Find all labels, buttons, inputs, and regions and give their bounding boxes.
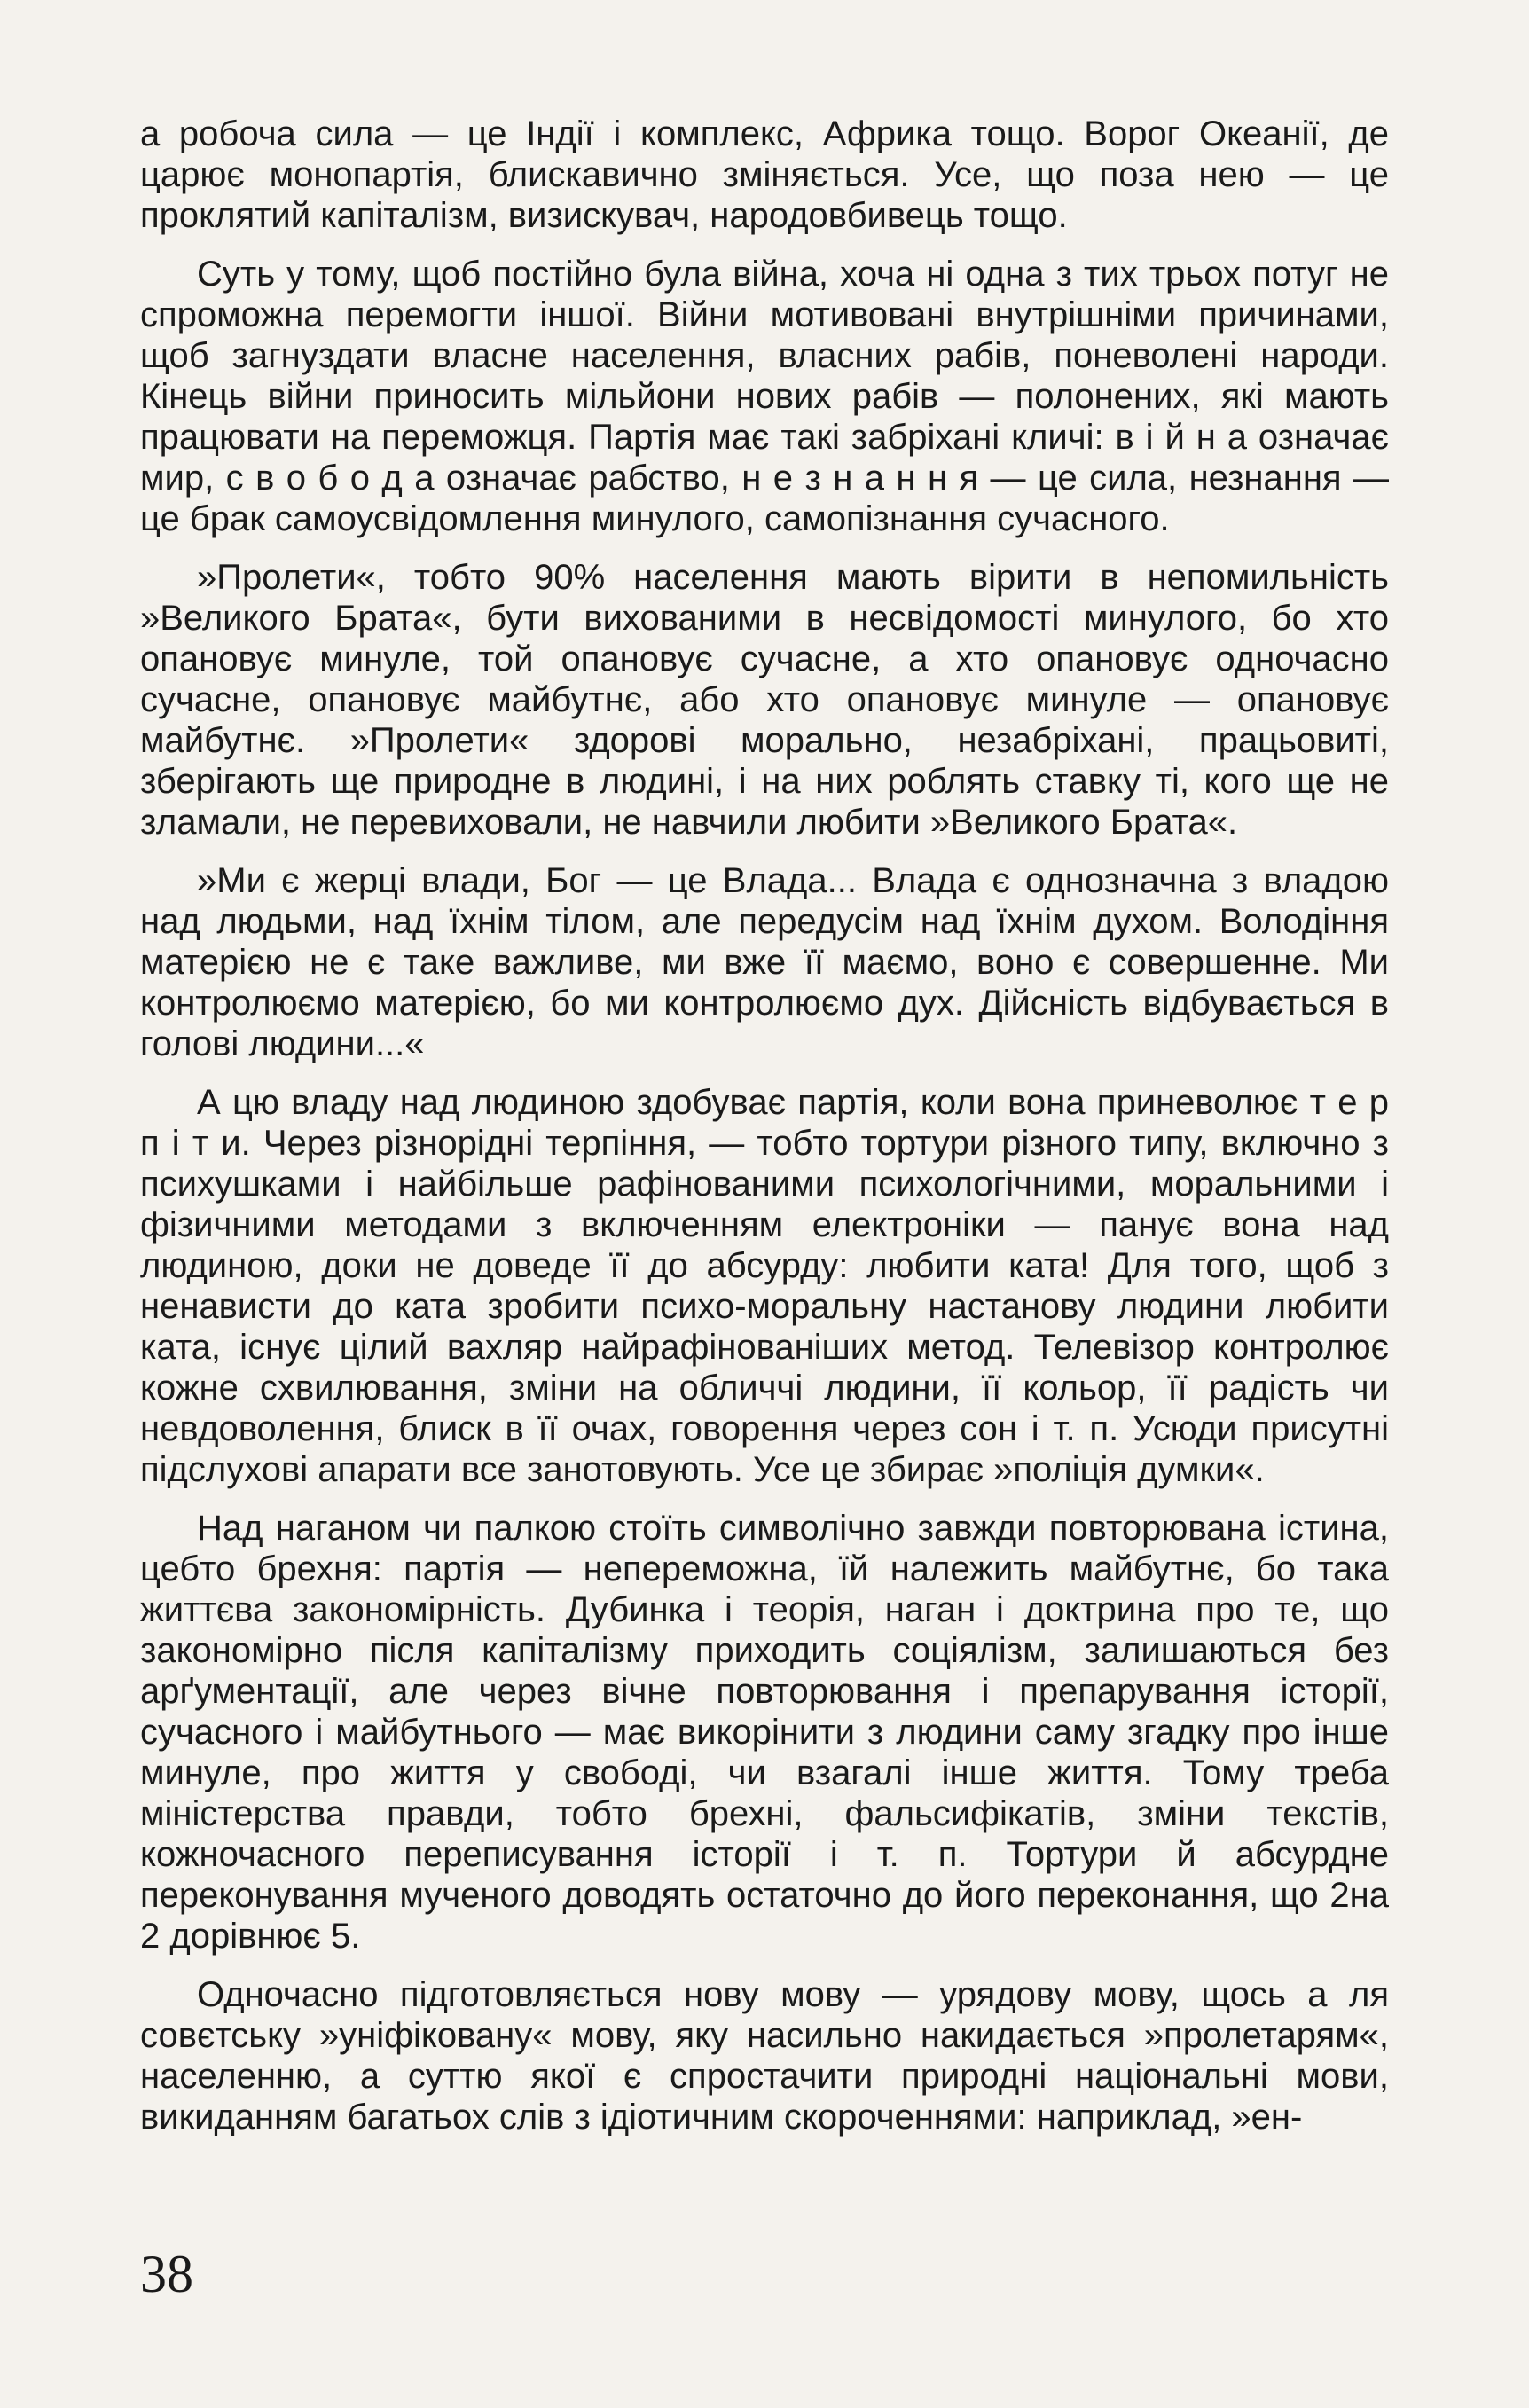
- paragraph-2: Суть у тому, щоб постійно була війна, хоча ні одна з тих трьох потуг не спроможна перемогти іншої. Війни мотивовані внутрішніми причинами, щоб загнуздати власне населення, власних рабів, поневолені народи. Кінець війни приносить мільйони нових рабів — полонених, які мають працювати на переможця. Партія має такі забріхані кличі: в і й н а означає мир, с в о б о д а означає рабство, н е з н а н н я — це сила, незнання — це брак самоусвідомлення минулого, самопізнання сучасного.: [140, 255, 1389, 538]
- page-number: 38: [140, 2245, 193, 2303]
- paragraph-7: Одночасно підготовляється нову мову — урядову мову, щось а ля совєтську »уніфіковану« мову, яку насильно накидається »пролетарям«, населенню, а суттю якої є спростачити природні національні мови, викиданням багатьох слів з ідіотичним скороченнями: наприклад, »ен-: [140, 1975, 1389, 2137]
- paragraph-5: А цю владу над людиною здобуває партія, коли вона приневолює т е р п і т и. Через різнорідні терпіння, — тобто тортури різного типу, включно з психушками і найбільше рафінованими психологічними, моральними і фізичними методами з включенням електроніки — панує вона над людиною, доки не доведе її до абсурду: любити ката! Для того, щоб з ненависти до ката зробити психо-моральну настанову людини любити ката, існує цілий вахляр найрафінованіших метод. Телевізор контролює кожне схвилювання, зміни на обличчі людини, її кольор, її радість чи невдоволення, блиск в її очах, говорення через сон і т. п. Усюди присутні підслухові апарати все занотовують. Усе це збирає »поліція думки«.: [140, 1083, 1389, 1489]
- paragraph-6: Над наганом чи палкою стоїть символічно завжди повторювана істина, цебто брехня: партія — непереможна, їй належить майбутнє, бо така життєва закономірність. Дубинка і теорія, наган і доктрина про те, що закономірно після капіталізму приходить соціялізм, залишаються без арґументації, але через вічне повторювання і препарування історії, сучасного і майбутнього — має викорінити з людини саму згадку про інше минуле, про життя у свободі, чи взагалі інше життя. Тому треба міністерства правди, тобто брехні, фальсифікатів, зміни текстів, кожночасного переписування історії і т. п. Тортури й абсурдне переконування мученого доводять остаточно до його переконання, що 2на 2 дорівнює 5.: [140, 1509, 1389, 1956]
- body-text: [140, 114, 1389, 2137]
- paragraph-1: а робоча сила — це Індії і комплекс, Африка тощо. Ворог Океанії, де царює монопартія, блискавично зміняється. Усе, що поза нею — це проклятий капіталізм, визискувач, народовбивець тощо.: [140, 114, 1389, 235]
- paragraph-3: »Пролети«, тобто 90% населення мають вірити в непомильність »Великого Брата«, бути вихованими в несвідомості минулого, бо хто опановує минуле, той опановує сучасне, а хто опановує одночасно сучасне, опановує майбутнє, або хто опановує минуле — опановує майбутнє. »Пролети« здорові морально, незабріхані, працьовиті, зберігають ще природне в людині, і на них роблять ставку ті, кого ще не зламали, не перевиховали, не навчили любити »Великого Брата«.: [140, 558, 1389, 842]
- paragraph-4: »Ми є жерці влади, Бог — це Влада... Влада є однозначна з владою над людьми, над їхнім тілом, але передусім над їхнім духом. Володіння матерією не є таке важливе, ми вже її маємо, воно є совершенне. Ми контролюємо матерією, бо ми контролюємо дух. Дійсність відбувається в голові людини...«: [140, 861, 1389, 1063]
